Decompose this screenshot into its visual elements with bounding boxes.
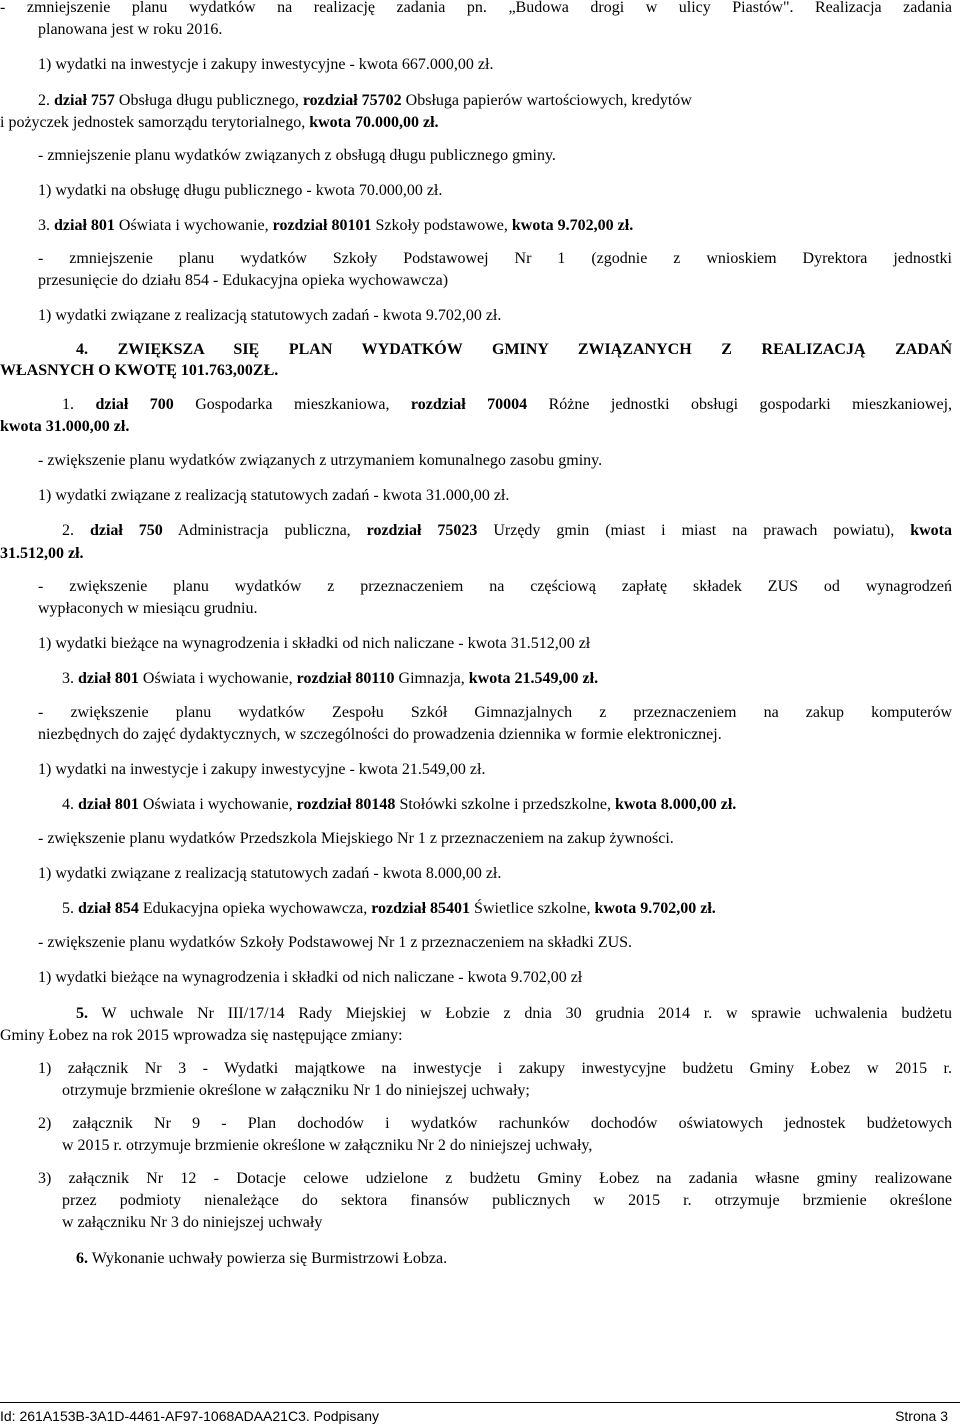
- footer-divider: [0, 1402, 960, 1403]
- s4-item-4-heading: [62, 795, 736, 815]
- rozdzial-label: rozdział 80110: [296, 670, 395, 687]
- dzial-name: Obsługa długu publicznego,: [118, 92, 299, 109]
- rozdzial-name: Urzędy gmin (miast i miast na prawach powiatu),: [493, 522, 895, 539]
- item-number: 3.: [38, 217, 50, 234]
- section-4-heading-cont: WŁASNYCH O KWOTĘ 101.763,00ZŁ.: [0, 362, 279, 379]
- rozdzial-label: rozdział 85401: [371, 900, 471, 917]
- s4-item-4-description: - zwiększenie planu wydatków Przedszkola Miejskiego Nr 1 z przeznaczeniem na zakup żywności.: [38, 830, 674, 847]
- rozdzial-name: Gimnazja,: [398, 670, 465, 687]
- dzial-name: Edukacyjna opieka wychowawcza,: [142, 900, 368, 917]
- item-number: 4.: [62, 796, 74, 813]
- s4-item-2-description-cont: wypłaconych w miesiącu grudniu.: [38, 600, 258, 617]
- attachment-item-3-cont: przez podmioty nienależące do sektora finansów publicznych w 2015 r. otrzymuje brzmienie określone: [62, 1192, 952, 1209]
- p1-line-2: planowana jest w roku 2016.: [38, 21, 223, 38]
- dzial-label: dział 801: [78, 796, 139, 813]
- p1-line-1: - zmniejszenie planu wydatków na realizację zadania pn. „Budowa drogi w ulicy Piastów". Realizacja zadania: [0, 0, 952, 16]
- kwota-label: kwota: [910, 522, 952, 539]
- item-2-heading: [38, 91, 692, 111]
- dzial-number: 757: [90, 92, 115, 109]
- item-number: 5.: [62, 900, 74, 917]
- item-2-description: - zmniejszenie planu wydatków związanych z obsługą długu publicznego gminy.: [38, 147, 556, 164]
- item-number: 3.: [62, 670, 74, 687]
- rozdzial-name-cont: i pożyczek jednostek samorządu terytorialnego,: [0, 114, 306, 131]
- dzial-name: Oświata i wychowanie,: [142, 670, 293, 687]
- item-number: 2.: [38, 92, 50, 109]
- rozdzial-name: Szkoły podstawowe,: [375, 217, 508, 234]
- rozdzial-number: 75702: [361, 92, 402, 109]
- rozdzial-number: 80101: [331, 217, 372, 234]
- attachment-item-3-cont2: w załączniku Nr 3 do niniejszej uchwały: [62, 1214, 323, 1231]
- s4-item-1-description: - zwiększenie planu wydatków związanych z utrzymaniem komunalnego zasobu gminy.: [38, 452, 603, 469]
- section-5-intro: [0, 1004, 952, 1024]
- s4-item-3-description: - zwiększenie planu wydatków Zespołu Szkół Gimnazjalnych z przeznaczeniem na zakup komputerów: [38, 704, 952, 721]
- section-text: W uchwale Nr III/17/14 Rady Miejskiej w Łobzie z dnia 30 grudnia 2014 r. w sprawie uchwalenia budżetu: [101, 1005, 953, 1022]
- dzial-number: 750: [138, 522, 163, 539]
- attachment-item-2-cont: w 2015 r. otrzymuje brzmienie określone w załączniku Nr 2 do niniejszej uchwały,: [62, 1137, 593, 1154]
- attachment-item-1-cont: otrzymuje brzmienie określone w załączniku Nr 1 do niniejszej uchwały;: [62, 1082, 530, 1099]
- s4-item-1-expense: 1) wydatki związane z realizacją statutowych zadań - kwota 31.000,00 zł.: [38, 487, 510, 504]
- s4-item-1-kwota: kwota 31.000,00 zł.: [0, 418, 130, 435]
- footer-document-id: Id: 261A153B-3A1D-4461-AF97-1068ADAA21C3. Podpisany: [0, 1408, 380, 1424]
- dzial-number: 700: [149, 396, 174, 413]
- item-3-expense: 1) wydatki związane z realizacją statutowych zadań - kwota 9.702,00 zł.: [38, 307, 502, 324]
- section-number: 4.: [76, 341, 88, 358]
- item-3-description-cont: przesunięcie do działu 854 - Edukacyjna opieka wychowawcza): [38, 272, 449, 289]
- s4-item-4-expense: 1) wydatki związane z realizacją statutowych zadań - kwota 8.000,00 zł.: [38, 865, 502, 882]
- s4-item-2-heading: [0, 521, 952, 541]
- dzial-label: dział 801: [78, 670, 139, 687]
- rozdzial-name: Różne jednostki obsługi gospodarki mieszkaniowej,: [548, 396, 953, 413]
- s4-item-2-description: - zwiększenie planu wydatków z przeznaczeniem na częściową zapłatę składek ZUS od wynagrodzeń: [38, 578, 952, 595]
- dzial-label: dział: [89, 522, 123, 539]
- item-3-description: - zmniejszenie planu wydatków Szkoły Podstawowej Nr 1 (zgodnie z wnioskiem Dyrektora jednostki: [38, 250, 952, 267]
- rozdzial-label: rozdział: [272, 217, 328, 234]
- dzial-label: dział: [95, 396, 129, 413]
- section-text: Wykonanie uchwały powierza się Burmistrzowi Łobza.: [91, 1250, 448, 1267]
- item-2-expense: 1) wydatki na obsługę długu publicznego - kwota 70.000,00 zł.: [38, 182, 443, 199]
- kwota: kwota 9.702,00 zł.: [594, 900, 716, 917]
- dzial-name: Gospodarka mieszkaniowa,: [195, 396, 390, 413]
- rozdzial-label: rozdział: [302, 92, 358, 109]
- s4-item-3-expense: 1) wydatki na inwestycje i zakupy inwestycyjne - kwota 21.549,00 zł.: [38, 761, 486, 778]
- kwota: kwota 9.702,00 zł.: [511, 217, 634, 234]
- s4-item-1-heading: [0, 395, 952, 415]
- dzial-label: dział: [54, 92, 87, 109]
- item-2-heading-cont: [0, 113, 439, 133]
- rozdzial-name: Stołówki szkolne i przedszkolne,: [399, 796, 611, 813]
- s4-item-5-expense: 1) wydatki bieżące na wynagrodzenia i składki od nich naliczane - kwota 9.702,00 zł: [38, 969, 583, 986]
- dzial-name: Oświata i wychowanie,: [142, 796, 293, 813]
- s4-item-3-description-cont: niezbędnych do zajęć dydaktycznych, w szczególności do prowadzenia dziennika w formie elektronicznej.: [38, 726, 722, 743]
- attachment-item-3: 3) załącznik Nr 12 - Dotacje celowe udzielone z budżetu Gminy Łobez na zadania własne gminy realizowane: [38, 1170, 952, 1187]
- section-number: 5.: [76, 1005, 88, 1022]
- p1-expense-line: 1) wydatki na inwestycje i zakupy inwestycyjne - kwota 667.000,00 zł.: [38, 56, 494, 73]
- s4-item-3-heading: [62, 669, 598, 689]
- kwota: kwota 8.000,00 zł.: [614, 796, 737, 813]
- dzial-label: dział: [54, 217, 87, 234]
- rozdzial-label: rozdział: [410, 396, 466, 413]
- s4-item-2-expense: 1) wydatki bieżące na wynagrodzenia i składki od nich naliczane - kwota 31.512,00 zł: [38, 635, 591, 652]
- rozdzial-label: rozdział 80148: [296, 796, 396, 813]
- section-5-intro-cont: Gminy Łobez na rok 2015 wprowadza się następujące zmiany:: [0, 1027, 403, 1044]
- rozdzial-number: 75023: [437, 522, 478, 539]
- item-number: 2.: [62, 522, 74, 539]
- footer-page-number: Strona 3: [895, 1408, 948, 1424]
- rozdzial-label: rozdział: [366, 522, 422, 539]
- s4-item-5-heading: [62, 899, 716, 919]
- rozdzial-name: Świetlice szkolne,: [474, 900, 591, 917]
- section-6: [76, 1249, 447, 1269]
- dzial-label: dział 854: [78, 900, 139, 917]
- item-3-heading: [38, 216, 633, 236]
- rozdzial-name: Obsługa papierów wartościowych, kredytów: [405, 92, 692, 109]
- dzial-number: 801: [90, 217, 115, 234]
- item-number: 1.: [62, 396, 74, 413]
- rozdzial-number: 70004: [487, 396, 528, 413]
- attachment-item-1: 1) załącznik Nr 3 - Wydatki majątkowe na inwestycje i zakupy inwestycyjne budżetu Gminy Łobez w 2015 r.: [38, 1060, 952, 1077]
- kwota: kwota 70.000,00 zł.: [309, 114, 439, 131]
- section-number: 6.: [76, 1250, 88, 1267]
- s4-item-2-kwota: 31.512,00 zł.: [0, 545, 84, 562]
- s4-item-5-description: - zwiększenie planu wydatków Szkoły Podstawowej Nr 1 z przeznaczeniem na składki ZUS.: [38, 934, 633, 951]
- dzial-name: Oświata i wychowanie,: [118, 217, 269, 234]
- dzial-name: Administracja publiczna,: [177, 522, 351, 539]
- section-4-heading: [0, 340, 952, 360]
- kwota: kwota 21.549,00 zł.: [468, 670, 599, 687]
- section-title: ZWIĘKSZA SIĘ PLAN WYDATKÓW GMINY ZWIĄZANYCH Z REALIZACJĄ ZADAŃ: [117, 341, 953, 358]
- attachment-item-2: 2) załącznik Nr 9 - Plan dochodów i wydatków rachunków dochodów oświatowych jednostek budżetowych: [38, 1115, 952, 1132]
